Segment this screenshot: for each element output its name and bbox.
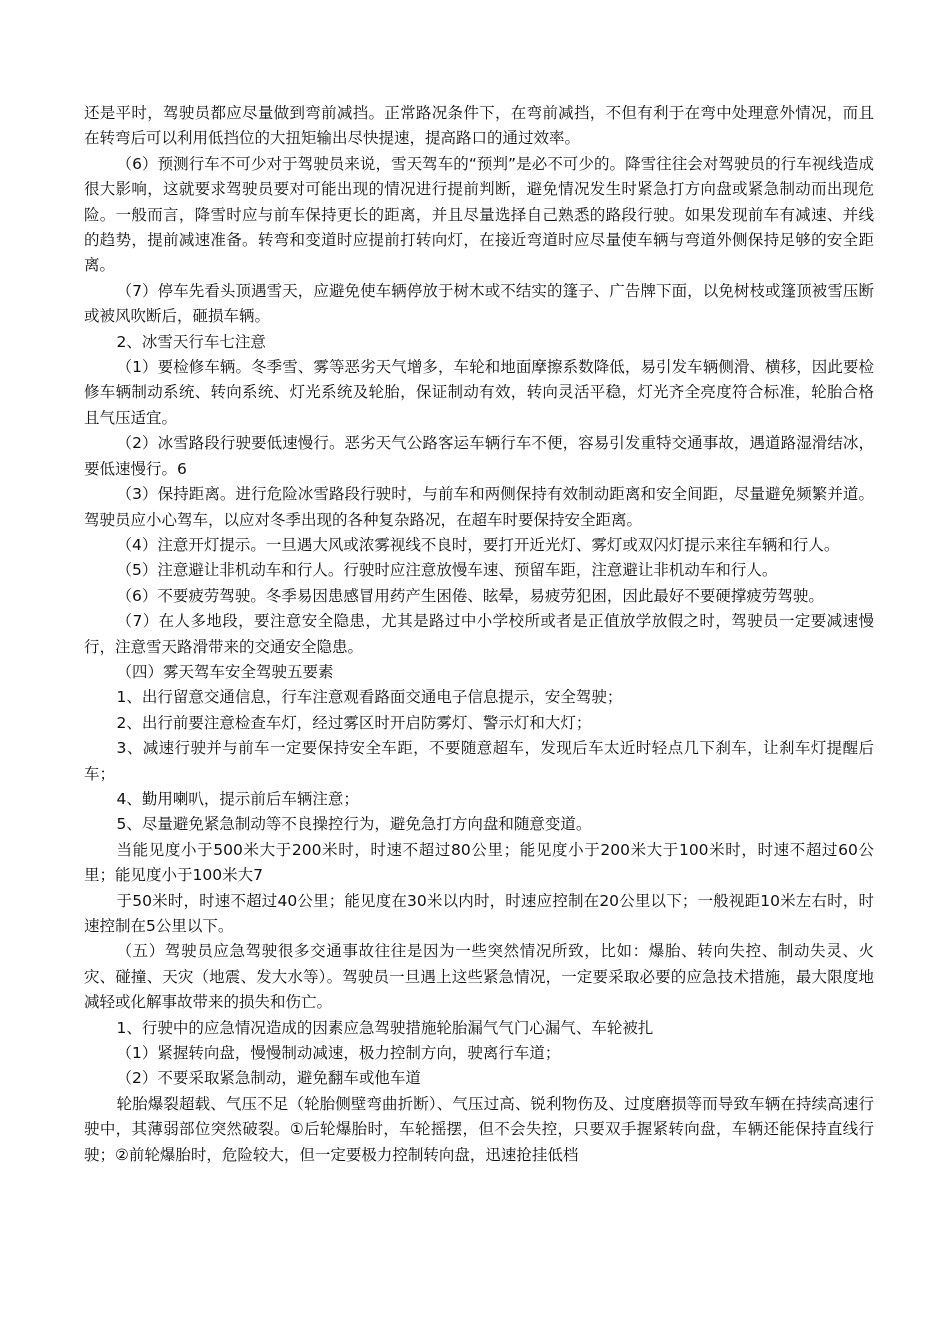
- paragraph-ice-item-5: （5）注意避让非机动车和行人。行驶时应注意放慢车速、预留车距，注意避让非机动车和行人。: [116, 561, 778, 580]
- paragraph-ice-item-3: （3）保持距离。进行危险冰雪路段行驶时，与前车和两侧保持有效制动距离和安全间距，尽量避免频繁并道。驾驶员应小心驾车，以应对冬季出现的各种复杂路况，在超车时要保持安全距离。: [84, 485, 874, 529]
- paragraph-ice-item-7: （7）在人多地段，要注意安全隐患，尤其是路过中小学校所或者是正值放学放假之时，驾驶员一定要减速慢行，注意雪天路滑带来的交通安全隐患。: [84, 612, 874, 656]
- paragraph-emergency-factors: 1、行驶中的应急情况造成的因素应急驾驶措施轮胎漏气气门心漏气、车轮被扎: [116, 1018, 654, 1037]
- paragraph-ice-item-4: （4）注意开灯提示。一旦遇大风或浓雾视线不良时，要打开近光灯、雾灯或双闪灯提示来往车辆和行人。: [116, 535, 840, 554]
- paragraph-emergency-item-2: （2）不要采取紧急制动，避免翻车或他车道: [116, 1069, 421, 1088]
- paragraph-continuation: 还是平时，驾驶员都应尽量做到弯前减挡。正常路况条件下，在弯前减挡，不但有利于在弯中处理意外情况，而且在转弯后可以利用低挡位的大扭矩输出尽快提速，提高路口的通过效率。: [84, 104, 874, 148]
- section-heading-ice-snow: 2、冰雪天行车七注意: [116, 332, 266, 351]
- paragraph-ice-item-1: （1）要检修车辆。冬季雪、雾等恶劣天气增多，车轮和地面摩擦系数降低，易引发车辆侧滑、横移，因此要检修车辆制动系统、转向系统、灯光系统及轮胎，保证制动有效，转向灵活平稳，灯光齐全亮度符合标准，轮胎合格且气压适宜。: [84, 358, 874, 427]
- paragraph-emergency-item-1: （1）紧握转向盘，慢慢制动减速，极力控制方向，驶离行车道；: [116, 1044, 561, 1063]
- paragraph-ice-item-6: （6）不要疲劳驾驶。冬季易因患感冒用药产生困倦、眩晕，易疲劳犯困，因此最好不要硬撑疲劳驾驶。: [116, 586, 824, 605]
- paragraph-ice-item-2: （2）冰雪路段行驶要低速慢行。恶劣天气公路客运车辆行车不便，容易引发重特交通事故，遇道路湿滑结冰，要低速慢行。6: [84, 434, 874, 478]
- paragraph-fog-item-1: 1、出行留意交通信息，行车注意观看路面交通电子信息提示，安全驾驶；: [116, 688, 623, 707]
- paragraph-fog-item-4: 4、勤用喇叭，提示前后车辆注意；: [116, 789, 359, 808]
- paragraph-tire-burst: 轮胎爆裂超载、气压不足（轮胎侧壁弯曲折断）、气压过高、锐利物伤及、过度磨损等而导致车辆在持续高速行驶中，其薄弱部位突然破裂。①后轮爆胎时，车轮摇摆，但不会失控，只要双手握紧转向盘，车辆还能保持直线行驶；②前轮爆胎时，危险较大，但一定要极力控制转向盘，迅速抢挂低档: [84, 1094, 874, 1164]
- paragraph-fog-item-5: 5、尽量避免紧急制动等不良操控行为，避免急打方向盘和随意变道。: [116, 815, 592, 834]
- paragraph-item-7-parking: （7）停车先看头顶遇雪天，应避免使车辆停放于树木或不结实的篷子、广告牌下面，以免树枝或篷顶被雪压断或被风吹断后，砸损车辆。: [84, 281, 874, 326]
- paragraph-item-6-prediction: （6）预测行车不可少对于驾驶员来说，雪天驾车的“预判”是必不可少的。降雪往往会对驾驶员的行车视线造成很大影响，这就要求驾驶员要对可能出现的情况进行提前判断，避免情况发生时紧急打方向盘或紧急制动而出现危险。一般而言，降雪时应与前车保持更长的距离，并且尽量选择自己熟悉的路段行驶。如果发现前车有减速、并线的趋势，提前减速准备。转弯和变道时应提前打转向灯，在接近弯道时应尽量使车辆与弯道外侧保持足够的安全距离。: [84, 154, 874, 275]
- section-heading-fog: （四）雾天驾车安全驾驶五要素: [116, 662, 334, 681]
- paragraph-fog-item-3: 3、减速行驶并与前车一定要保持安全车距，不要随意超车，发现后车太近时轻点几下刹车，让刹车灯提醒后车；: [84, 739, 874, 783]
- paragraph-visibility-speed-2: 于50米时，时速不超过40公里；能见度在30米以内时，时速应控制在20公里以下；一般视距10米左右时，时速控制在5公里以下。: [84, 891, 874, 935]
- section-heading-emergency: （五）驾驶员应急驾驶很多交通事故往往是因为一些突然情况所致，比如：爆胎、转向失控、制动失灵、火灾、碰撞、天灾（地震、发大水等）。驾驶员一旦遇上这些紧急情况，一定要采取必要的应急技术措施，最大限度地减轻或化解事故带来的损失和伤亡。: [84, 942, 874, 1012]
- paragraph-visibility-speed-1: 当能见度小于500米大于200米时，时速不超过80公里；能见度小于200米大于100米时，时速不超过60公里；能见度小于100米大7: [84, 840, 874, 885]
- document-body: [84, 101, 874, 1168]
- paragraph-fog-item-2: 2、出行前要注意检查车灯，经过雾区时开启防雾灯、警示灯和大灯；: [116, 713, 592, 732]
